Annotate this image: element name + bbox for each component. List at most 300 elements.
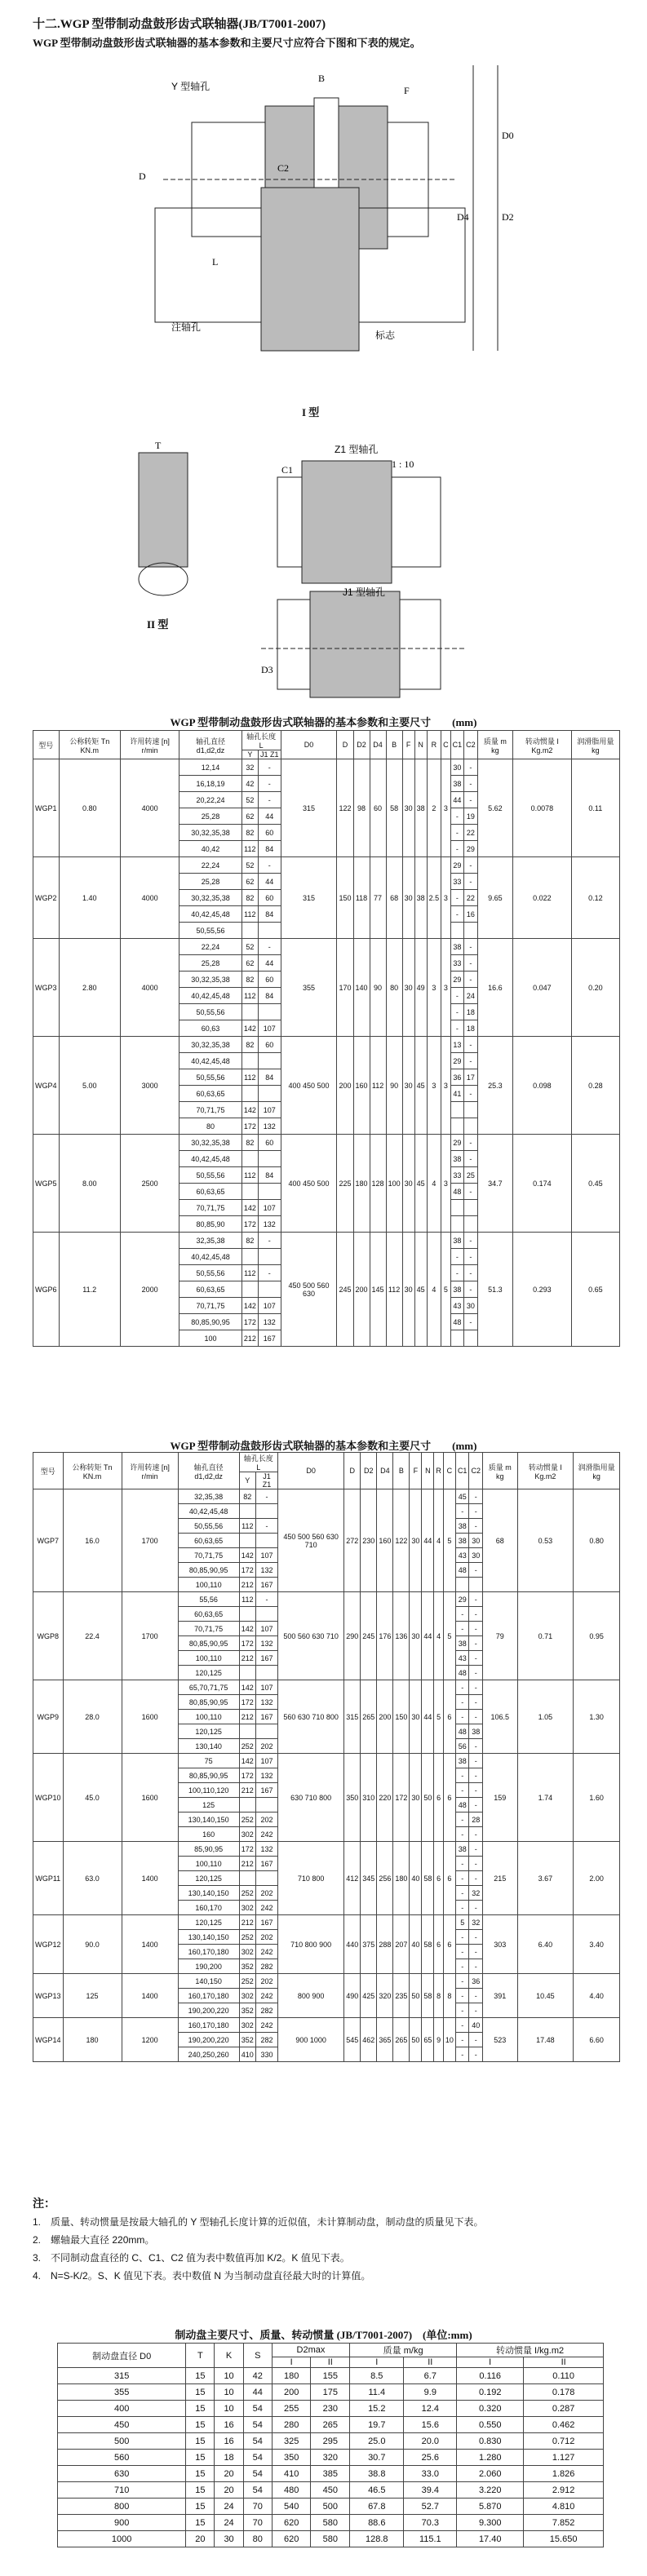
dimension-cell: 6 bbox=[443, 1915, 455, 1974]
c1-cell: 38 bbox=[455, 1534, 469, 1548]
table-cell: 20 bbox=[186, 2531, 215, 2547]
inertia-cell: 0.174 bbox=[513, 1135, 572, 1233]
length-j-cell bbox=[255, 1871, 277, 1886]
lube-cell: 2.00 bbox=[574, 1842, 620, 1915]
column-header: Y bbox=[239, 1472, 255, 1489]
table-row bbox=[58, 2368, 604, 2384]
table-cell: 15.2 bbox=[350, 2401, 404, 2417]
dim-f-label: F bbox=[404, 85, 410, 96]
length-j-cell: 107 bbox=[255, 1548, 277, 1563]
bore-cell: 70,71,75 bbox=[179, 1298, 242, 1314]
c1-cell bbox=[450, 1102, 464, 1118]
column-header: C1 bbox=[455, 1453, 469, 1489]
table-cell: 10 bbox=[215, 2401, 243, 2417]
table-cell: 10 bbox=[215, 2368, 243, 2384]
bore-cell: 40,42,45,48 bbox=[179, 906, 242, 923]
table-cell: 54 bbox=[243, 2417, 272, 2433]
length-y-cell: 410 bbox=[239, 2047, 255, 2062]
column-header: C2 bbox=[469, 1453, 483, 1489]
table-cell: 16 bbox=[215, 2417, 243, 2433]
length-y-cell: 32 bbox=[242, 759, 258, 776]
torque-cell: 125 bbox=[63, 1974, 122, 2018]
column-header: 质量 m/kg bbox=[350, 2344, 457, 2357]
mass-cell: 391 bbox=[482, 1974, 517, 2018]
c2-cell bbox=[464, 1102, 478, 1118]
bore-cell: 50,55,56 bbox=[179, 1069, 242, 1086]
torque-cell: 45.0 bbox=[63, 1754, 122, 1842]
length-j-cell: - bbox=[259, 792, 281, 808]
c1-cell bbox=[450, 923, 464, 939]
length-j-cell: 107 bbox=[255, 1754, 277, 1768]
table-cell: 15.650 bbox=[524, 2531, 604, 2547]
dimension-cell: 30 bbox=[402, 1037, 414, 1135]
column-header: D2 bbox=[361, 1453, 377, 1489]
table-cell: 325 bbox=[272, 2433, 311, 2450]
table-cell: 6.7 bbox=[404, 2368, 457, 2384]
length-j-cell bbox=[259, 1086, 281, 1102]
c2-cell: - bbox=[469, 1945, 483, 1959]
bore-cell: 50,55,56 bbox=[179, 1004, 242, 1020]
table-row bbox=[33, 1592, 620, 1607]
torque-cell: 11.2 bbox=[59, 1233, 120, 1347]
length-y-cell: 302 bbox=[239, 1827, 255, 1842]
length-j-cell: 84 bbox=[259, 906, 281, 923]
table-cell: 20 bbox=[215, 2482, 243, 2499]
lube-cell: 3.40 bbox=[574, 1915, 620, 1974]
column-header: 型号 bbox=[33, 731, 60, 759]
torque-cell: 90.0 bbox=[63, 1915, 122, 1974]
table-cell: 15 bbox=[186, 2482, 215, 2499]
c2-cell: - bbox=[464, 857, 478, 874]
dimension-cell: 44 bbox=[422, 1680, 434, 1754]
c2-cell: - bbox=[464, 1135, 478, 1151]
length-y-cell bbox=[242, 1151, 258, 1167]
dimension-cell: 40 bbox=[410, 1915, 422, 1974]
c1-cell: - bbox=[455, 1857, 469, 1871]
length-j-cell: - bbox=[255, 1592, 277, 1607]
dimension-cell: 207 bbox=[393, 1915, 410, 1974]
dimension-cell: 44 bbox=[422, 1489, 434, 1592]
c1-cell: 41 bbox=[450, 1086, 464, 1102]
column-header: C bbox=[441, 731, 451, 759]
length-y-cell: 112 bbox=[239, 1519, 255, 1534]
dimension-cell: 118 bbox=[353, 857, 370, 939]
length-y-cell: 82 bbox=[239, 1489, 255, 1504]
column-header: 许用转速 [n] r/min bbox=[122, 1453, 178, 1489]
mass-cell: 9.65 bbox=[477, 857, 512, 939]
length-y-cell bbox=[242, 1004, 258, 1020]
table-cell: 0.830 bbox=[457, 2433, 524, 2450]
bore-cell: 50,55,56 bbox=[179, 1265, 242, 1281]
length-j-cell: 167 bbox=[255, 1578, 277, 1592]
table-cell: 80 bbox=[243, 2531, 272, 2547]
c2-cell: - bbox=[469, 1959, 483, 1974]
dimension-cell: 345 bbox=[361, 1842, 377, 1915]
table-row bbox=[58, 2482, 604, 2499]
table-cell: 12.4 bbox=[404, 2401, 457, 2417]
table-cell: 3.220 bbox=[457, 2482, 524, 2499]
bore-cell: 100,110,120 bbox=[178, 1783, 239, 1798]
bore-cell: 60,63,65 bbox=[179, 1086, 242, 1102]
c2-cell: - bbox=[469, 1622, 483, 1636]
length-y-cell: 142 bbox=[239, 1754, 255, 1768]
dimension-cell: 256 bbox=[377, 1842, 393, 1915]
table-cell: 900 bbox=[58, 2515, 186, 2531]
c1-cell: - bbox=[450, 988, 464, 1004]
table-row bbox=[33, 1489, 620, 1504]
length-j-cell: 132 bbox=[259, 1118, 281, 1135]
length-j-cell: 282 bbox=[255, 1959, 277, 1974]
lube-cell: 1.60 bbox=[574, 1754, 620, 1842]
length-y-cell: 252 bbox=[239, 1812, 255, 1827]
dimension-cell: 3 bbox=[441, 759, 451, 857]
length-y-cell: 142 bbox=[242, 1020, 258, 1037]
length-y-cell: 62 bbox=[242, 874, 258, 890]
mass-cell: 68 bbox=[482, 1489, 517, 1592]
length-j-cell: 202 bbox=[255, 1930, 277, 1945]
length-j-cell: 84 bbox=[259, 841, 281, 857]
c1-cell: 48 bbox=[450, 1184, 464, 1200]
table-cell: 0.712 bbox=[524, 2433, 604, 2450]
c1-cell bbox=[450, 1216, 464, 1233]
type-i-drawing bbox=[114, 57, 522, 400]
table-cell: 15.6 bbox=[404, 2417, 457, 2433]
table-cell: 175 bbox=[311, 2384, 350, 2401]
dimension-cell: 58 bbox=[422, 1974, 434, 2018]
table-cell: 2.912 bbox=[524, 2482, 604, 2499]
c1-cell: 13 bbox=[450, 1037, 464, 1053]
dimension-cell: 2.5 bbox=[427, 857, 441, 939]
length-y-cell: 172 bbox=[239, 1636, 255, 1651]
dimension-cell: 38 bbox=[414, 857, 427, 939]
length-j-cell: 84 bbox=[259, 988, 281, 1004]
c2-cell: - bbox=[469, 1680, 483, 1695]
dim-d0-label: D0 bbox=[502, 130, 514, 141]
c2-cell: 40 bbox=[469, 2018, 483, 2033]
c2-cell: 22 bbox=[464, 890, 478, 906]
table-cell: 0.320 bbox=[457, 2401, 524, 2417]
inertia-cell: 3.67 bbox=[517, 1842, 574, 1915]
table-cell: 54 bbox=[243, 2433, 272, 2450]
length-y-cell: 82 bbox=[242, 1233, 258, 1249]
mass-cell: 34.7 bbox=[477, 1135, 512, 1233]
speed-cell: 1400 bbox=[122, 1842, 178, 1915]
table-cell: 480 bbox=[272, 2482, 311, 2499]
c2-cell: - bbox=[469, 2033, 483, 2047]
length-j-cell: 167 bbox=[255, 1783, 277, 1798]
bore-cell: 40,42,45,48 bbox=[179, 988, 242, 1004]
dimension-cell: 6 bbox=[434, 1842, 444, 1915]
length-y-cell: 112 bbox=[242, 1265, 258, 1281]
bore-cell: 25,28 bbox=[179, 955, 242, 972]
table-row bbox=[33, 1037, 620, 1053]
dimension-cell: 6 bbox=[443, 1680, 455, 1754]
c2-cell: - bbox=[464, 1086, 478, 1102]
bore-cell: 55,56 bbox=[178, 1592, 239, 1607]
c2-cell: 24 bbox=[464, 988, 478, 1004]
table-cell: 20.0 bbox=[404, 2433, 457, 2450]
torque-cell: 2.80 bbox=[59, 939, 120, 1037]
length-j-cell bbox=[255, 1798, 277, 1812]
table-cell: 25.6 bbox=[404, 2450, 457, 2466]
dimension-cell: 3 bbox=[427, 939, 441, 1037]
length-y-cell: 302 bbox=[239, 1989, 255, 2003]
length-j-cell bbox=[259, 1249, 281, 1265]
parameters-table-2 bbox=[33, 1452, 620, 2062]
bore-cell: 160,170,180 bbox=[178, 1945, 239, 1959]
c1-cell: - bbox=[450, 1249, 464, 1265]
length-y-cell: 302 bbox=[239, 2018, 255, 2033]
length-j-cell: - bbox=[259, 939, 281, 955]
table-cell: 400 bbox=[58, 2401, 186, 2417]
bore-cell: 22,24 bbox=[179, 857, 242, 874]
c2-cell: - bbox=[469, 1871, 483, 1886]
c2-cell: 28 bbox=[469, 1812, 483, 1827]
model-cell: WGP13 bbox=[33, 1974, 64, 2018]
c1-cell bbox=[450, 1200, 464, 1216]
length-j-cell: 330 bbox=[255, 2047, 277, 2062]
dimension-cell: 560 630 710 800 bbox=[277, 1680, 343, 1754]
length-j-cell: 167 bbox=[255, 1710, 277, 1724]
dimension-cell: 30 bbox=[410, 1592, 422, 1680]
column-header: J1 Z1 bbox=[259, 750, 281, 759]
c1-cell: - bbox=[455, 1930, 469, 1945]
column-header: N bbox=[422, 1453, 434, 1489]
length-y-cell: 142 bbox=[242, 1298, 258, 1314]
table-cell: 800 bbox=[58, 2499, 186, 2515]
length-j-cell bbox=[259, 923, 281, 939]
length-j-cell: 202 bbox=[255, 1739, 277, 1754]
dimension-cell: 150 bbox=[337, 857, 353, 939]
table-cell: 500 bbox=[58, 2433, 186, 2450]
c2-cell: - bbox=[464, 1037, 478, 1053]
table-cell: 4.810 bbox=[524, 2499, 604, 2515]
table-cell: 9.300 bbox=[457, 2515, 524, 2531]
length-j-cell: 60 bbox=[259, 890, 281, 906]
lube-cell: 0.65 bbox=[571, 1233, 619, 1347]
c2-cell: 17 bbox=[464, 1069, 478, 1086]
length-y-cell: 42 bbox=[242, 776, 258, 792]
model-cell: WGP6 bbox=[33, 1233, 60, 1347]
dimension-cell: 3 bbox=[441, 939, 451, 1037]
model-cell: WGP2 bbox=[33, 857, 60, 939]
c1-cell: - bbox=[455, 1695, 469, 1710]
dimension-cell: 5 bbox=[441, 1233, 451, 1347]
table-cell: 24 bbox=[215, 2499, 243, 2515]
length-y-cell: 142 bbox=[242, 1200, 258, 1216]
dimension-cell: 245 bbox=[337, 1233, 353, 1347]
bore-cell: 40,42 bbox=[179, 841, 242, 857]
column-header: 公称转矩 Tn KN.m bbox=[59, 731, 120, 759]
dimension-cell: 4 bbox=[434, 1592, 444, 1680]
table-cell: 620 bbox=[272, 2515, 311, 2531]
dimension-cell: 6 bbox=[443, 1842, 455, 1915]
bore-cell: 65,70,71,75 bbox=[178, 1680, 239, 1695]
table-row bbox=[58, 2499, 604, 2515]
parameters-table-1 bbox=[33, 730, 620, 1347]
length-y-cell: 352 bbox=[239, 1959, 255, 1974]
dimension-cell: 265 bbox=[361, 1680, 377, 1754]
bore-cell: 125 bbox=[178, 1798, 239, 1812]
length-j-cell bbox=[255, 1724, 277, 1739]
column-header: D bbox=[337, 731, 353, 759]
bore-cell: 80,85,90,95 bbox=[178, 1636, 239, 1651]
table-row bbox=[58, 2417, 604, 2433]
bore-cell: 130,140 bbox=[178, 1739, 239, 1754]
length-y-cell: 352 bbox=[239, 2033, 255, 2047]
c1-cell: - bbox=[455, 1812, 469, 1827]
speed-cell: 2000 bbox=[120, 1233, 179, 1347]
table-cell: 1.127 bbox=[524, 2450, 604, 2466]
dimension-cell: 80 bbox=[386, 939, 402, 1037]
length-j-cell: 167 bbox=[259, 1330, 281, 1347]
bore-cell: 140,150 bbox=[178, 1974, 239, 1989]
bore-cell: 70,71,75 bbox=[178, 1622, 239, 1636]
bore-cell: 120,125 bbox=[178, 1724, 239, 1739]
bore-cell: 25,28 bbox=[179, 808, 242, 825]
c2-cell: - bbox=[469, 1857, 483, 1871]
torque-cell: 1.40 bbox=[59, 857, 120, 939]
length-y-cell: 302 bbox=[239, 1901, 255, 1915]
length-j-cell: 132 bbox=[255, 1563, 277, 1578]
column-header: C2 bbox=[464, 731, 478, 759]
table-cell: 70 bbox=[243, 2515, 272, 2531]
table-cell: 295 bbox=[311, 2433, 350, 2450]
bore-cell: 100,110 bbox=[178, 1578, 239, 1592]
c1-cell: - bbox=[455, 2033, 469, 2047]
table-cell: 315 bbox=[58, 2368, 186, 2384]
c1-cell: 43 bbox=[455, 1548, 469, 1563]
c2-cell: 22 bbox=[464, 825, 478, 841]
column-header: 轴孔直径 d1,d2,dz bbox=[179, 731, 242, 759]
table-row bbox=[33, 857, 620, 874]
speed-cell: 1200 bbox=[122, 2018, 178, 2062]
dimension-cell: 90 bbox=[370, 939, 386, 1037]
table-cell: 560 bbox=[58, 2450, 186, 2466]
c2-cell: - bbox=[464, 874, 478, 890]
bore-cell: 190,200,220 bbox=[178, 2033, 239, 2047]
length-j-cell: 107 bbox=[259, 1200, 281, 1216]
c2-cell: - bbox=[469, 1666, 483, 1680]
dimension-cell: 400 450 500 bbox=[281, 1037, 337, 1135]
table-row bbox=[33, 1974, 620, 1989]
bore-cell: 100,110 bbox=[178, 1710, 239, 1724]
c1-cell: - bbox=[450, 906, 464, 923]
model-cell: WGP11 bbox=[33, 1842, 64, 1915]
speed-cell: 1400 bbox=[122, 1974, 178, 2018]
table-cell: 255 bbox=[272, 2401, 311, 2417]
c1-cell: - bbox=[455, 2003, 469, 2018]
dimension-cell: 122 bbox=[337, 759, 353, 857]
column-header: 轴孔长度 L bbox=[239, 1453, 277, 1472]
c2-cell: - bbox=[464, 1265, 478, 1281]
bore-cell: 70,71,75 bbox=[178, 1548, 239, 1563]
c2-cell: - bbox=[469, 2047, 483, 2062]
dimension-cell: 6 bbox=[434, 1915, 444, 1974]
dimension-cell: 900 1000 bbox=[277, 2018, 343, 2062]
c1-cell: - bbox=[450, 1020, 464, 1037]
length-y-cell: 252 bbox=[239, 1930, 255, 1945]
c2-cell: - bbox=[464, 972, 478, 988]
length-y-cell: 172 bbox=[242, 1216, 258, 1233]
length-j-cell: - bbox=[259, 759, 281, 776]
bore-cell: 32,35,38 bbox=[178, 1489, 239, 1504]
c2-cell: - bbox=[464, 1314, 478, 1330]
c2-cell: - bbox=[469, 1489, 483, 1504]
table-cell: 0.550 bbox=[457, 2417, 524, 2433]
bore-cell: 40,42,45,48 bbox=[179, 1151, 242, 1167]
c1-cell: - bbox=[455, 1710, 469, 1724]
length-j-cell bbox=[255, 1666, 277, 1680]
dimension-cell: 45 bbox=[414, 1233, 427, 1347]
c2-cell: - bbox=[464, 1184, 478, 1200]
bore-cell: 130,140,150 bbox=[178, 1930, 239, 1945]
j1-bore-label: J1 型轴孔 bbox=[343, 586, 386, 598]
taper-label: 1 : 10 bbox=[392, 458, 414, 470]
length-y-cell: 52 bbox=[242, 857, 258, 874]
c1-cell: 38 bbox=[450, 939, 464, 955]
c1-cell: 48 bbox=[455, 1724, 469, 1739]
table-cell: 230 bbox=[311, 2401, 350, 2417]
length-j-cell: 167 bbox=[255, 1915, 277, 1930]
length-j-cell: 132 bbox=[259, 1216, 281, 1233]
c1-cell: - bbox=[455, 1680, 469, 1695]
c1-cell: 5 bbox=[455, 1915, 469, 1930]
c2-cell: 29 bbox=[464, 841, 478, 857]
dimension-cell: 30 bbox=[402, 939, 414, 1037]
lube-cell: 0.11 bbox=[571, 759, 619, 857]
table-cell: 8.5 bbox=[350, 2368, 404, 2384]
dimension-cell: 412 bbox=[344, 1842, 361, 1915]
length-y-cell: 112 bbox=[239, 1592, 255, 1607]
column-header: R bbox=[434, 1453, 444, 1489]
bore-cell: 160,170 bbox=[178, 1901, 239, 1915]
length-y-cell: 112 bbox=[242, 906, 258, 923]
dimension-cell: 38 bbox=[414, 759, 427, 857]
length-y-cell: 352 bbox=[239, 2003, 255, 2018]
column-header: F bbox=[410, 1453, 422, 1489]
length-y-cell: 52 bbox=[242, 939, 258, 955]
column-header: II bbox=[524, 2357, 604, 2368]
length-y-cell bbox=[239, 1666, 255, 1680]
bore-cell: 240,250,260 bbox=[178, 2047, 239, 2062]
dimension-cell: 45 bbox=[414, 1037, 427, 1135]
length-j-cell: 44 bbox=[259, 874, 281, 890]
lube-cell: 0.12 bbox=[571, 857, 619, 939]
length-y-cell bbox=[239, 1798, 255, 1812]
length-y-cell bbox=[239, 1724, 255, 1739]
c2-cell: - bbox=[464, 955, 478, 972]
model-cell: WGP8 bbox=[33, 1592, 64, 1680]
length-j-cell: 60 bbox=[259, 1037, 281, 1053]
brake-disc-table bbox=[57, 2343, 604, 2547]
length-y-cell: 212 bbox=[239, 1710, 255, 1724]
speed-cell: 1600 bbox=[122, 1680, 178, 1754]
dimension-cell: 200 bbox=[337, 1037, 353, 1135]
table-cell: 30.7 bbox=[350, 2450, 404, 2466]
table-cell: 54 bbox=[243, 2401, 272, 2417]
table-row bbox=[58, 2450, 604, 2466]
c1-cell: - bbox=[450, 1265, 464, 1281]
length-j-cell: 60 bbox=[259, 825, 281, 841]
column-header: D0 bbox=[277, 1453, 343, 1489]
table-cell: 15 bbox=[186, 2384, 215, 2401]
bore-cell: 190,200 bbox=[178, 1959, 239, 1974]
speed-cell: 1400 bbox=[122, 1915, 178, 1974]
lube-cell: 0.95 bbox=[574, 1592, 620, 1680]
table-cell: 115.1 bbox=[404, 2531, 457, 2547]
bore-cell: 25,28 bbox=[179, 874, 242, 890]
